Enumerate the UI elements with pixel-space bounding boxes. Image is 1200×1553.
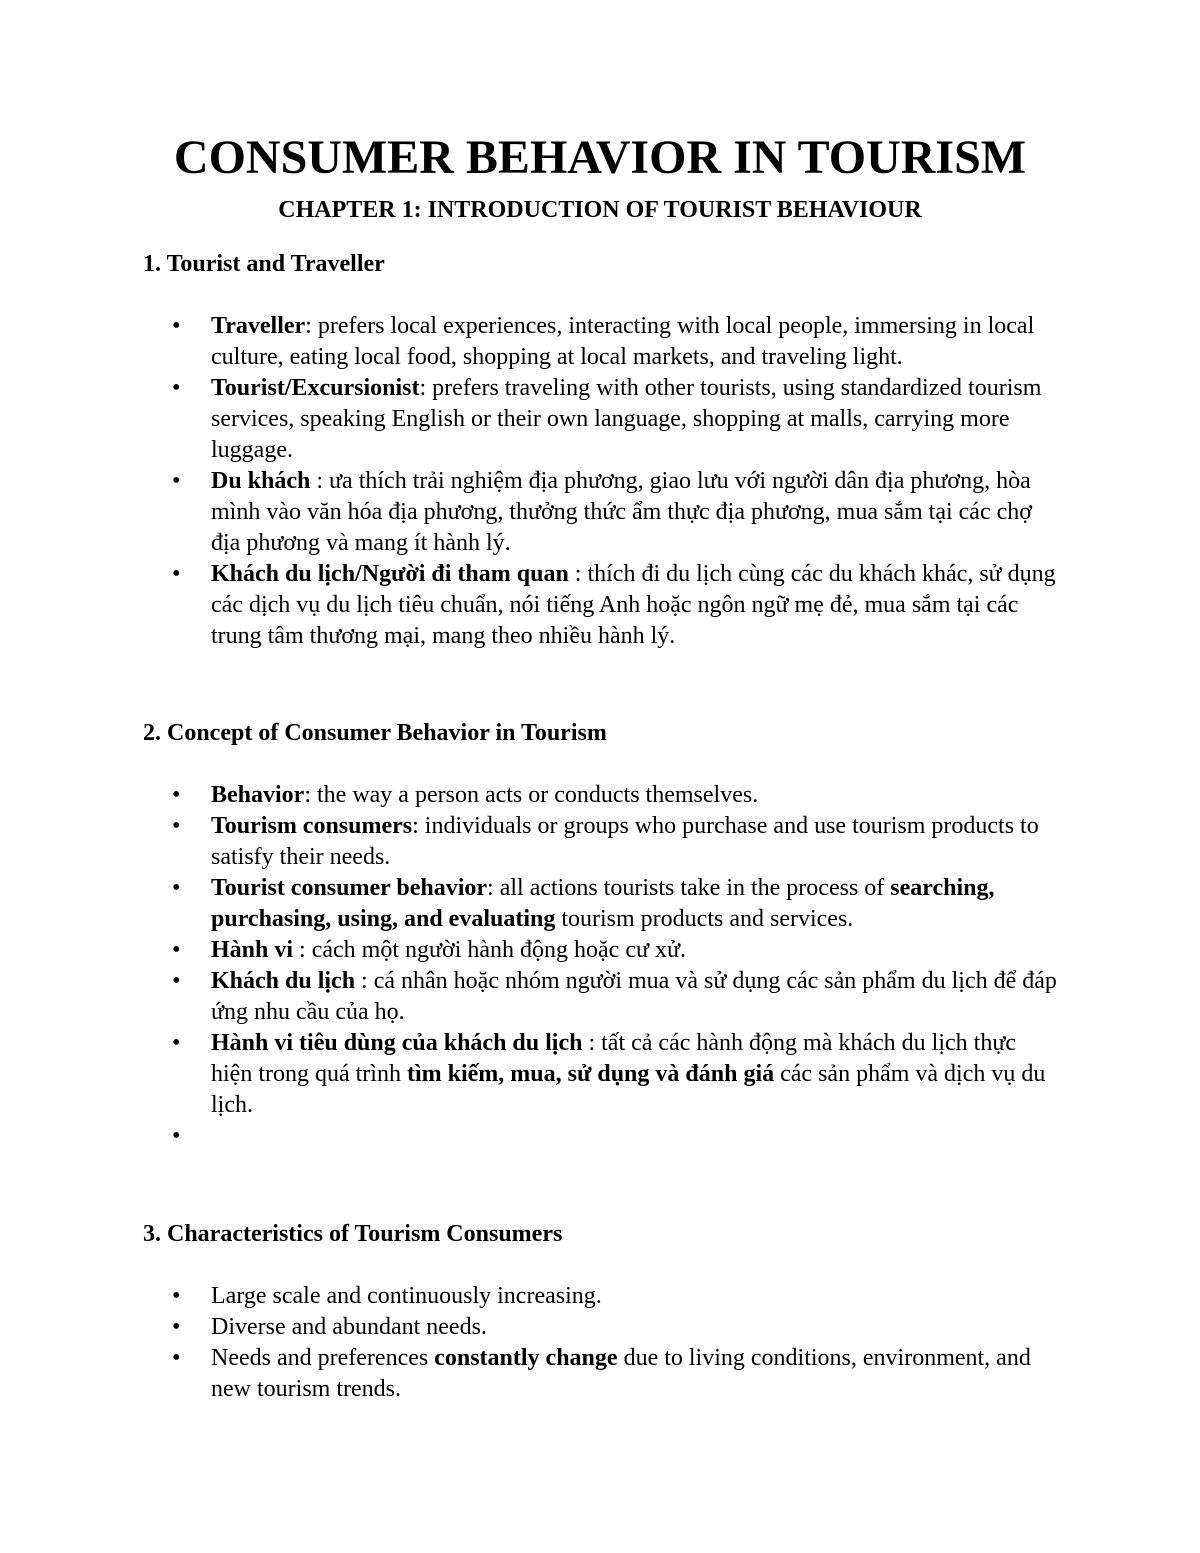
bold-term: Khách du lịch — [211, 968, 356, 994]
bold-term: Tourist consumer behavior — [211, 875, 488, 901]
bullet-icon: • — [172, 313, 181, 339]
list-item — [143, 559, 1063, 652]
body-text: các sản phẩm và dịch vụ du lịch. — [211, 1061, 1046, 1118]
bullet-list — [143, 1281, 1063, 1405]
bullet-list — [143, 780, 1063, 1149]
list-item — [143, 811, 1063, 873]
bold-term: constantly change — [434, 1345, 618, 1371]
section-heading: 2. Concept of Consumer Behavior in Tourism — [143, 720, 607, 746]
section-tourist-and-traveller — [143, 249, 1063, 652]
list-item — [143, 1343, 1063, 1405]
body-text: : the way a person acts or conducts themselves. — [304, 782, 759, 808]
body-text: : prefers traveling with other tourists, using standardized tourism services, speaking English or their own language, shopping at malls, carrying more luggage. — [211, 375, 1042, 463]
body-text: : ưa thích trải nghiệm địa phương, giao lưu với người dân địa phương, hòa mình vào văn hóa địa phương, thưởng thức ẩm thực địa phương, mua sắm tại các chợ địa phương và mang ít hành lý. — [211, 468, 1032, 556]
bullet-icon: • — [172, 1314, 181, 1340]
list-item — [143, 1312, 1063, 1343]
list-item — [143, 966, 1063, 1028]
body-text: : cá nhân hoặc nhóm người mua và sử dụng các sản phẩm du lịch để đáp ứng nhu cầu của họ. — [211, 968, 1057, 1025]
bullet-icon: • — [172, 375, 181, 401]
chapter-title: CHAPTER 1: INTRODUCTION OF TOURIST BEHAVIOUR — [278, 197, 922, 223]
bullet-icon: • — [172, 968, 181, 994]
bullet-icon: • — [172, 1283, 181, 1309]
bold-term: Hành vi tiêu dùng của khách du lịch — [211, 1030, 583, 1056]
list-item — [143, 466, 1063, 559]
bullet-icon: • — [172, 1123, 181, 1149]
list-item — [143, 1281, 1063, 1312]
list-item — [143, 311, 1063, 373]
bullet-icon: • — [172, 782, 181, 808]
body-text: : individuals or groups who purchase and use tourism products to satisfy their needs. — [211, 813, 1039, 870]
body-text: : prefers local experiences, interacting with local people, immersing in local culture, eating local food, shopping at local markets, and traveling light. — [211, 313, 1035, 370]
body-text: : tất cả các hành động mà khách du lịch thực hiện trong quá trình — [211, 1030, 1016, 1087]
bold-term: Tourism consumers — [211, 813, 413, 839]
bullet-list — [143, 311, 1063, 652]
list-item — [143, 780, 1063, 811]
bullet-icon: • — [172, 875, 181, 901]
bullet-icon: • — [172, 937, 181, 963]
bullet-icon: • — [172, 1030, 181, 1056]
bullet-icon: • — [172, 1345, 181, 1371]
bold-term: Hành vi — [211, 937, 294, 963]
body-text: Needs and preferences — [211, 1345, 435, 1371]
body-text: : thích đi du lịch cùng các du khách khác, sử dụng các dịch vụ du lịch tiêu chuẩn, nói tiếng Anh hoặc ngôn ngữ mẹ đẻ, mua sắm tại các trung tâm thương mại, mang theo nhiều hành lý. — [211, 561, 1056, 649]
section-consumer-behavior-concept — [143, 718, 1063, 1149]
document-title: CONSUMER BEHAVIOR IN TOURISM — [173, 131, 1027, 184]
body-text: due to living conditions, environment, and new tourism trends. — [211, 1345, 1031, 1402]
bold-term: Traveller — [211, 313, 306, 339]
section-consumer-characteristics — [143, 1219, 1063, 1405]
bold-term: Khách du lịch/Người đi tham quan — [211, 561, 569, 587]
list-item — [143, 935, 1063, 966]
body-text: tourism products and services. — [555, 906, 854, 932]
bold-term: Tourist/Excursionist — [211, 375, 420, 401]
body-text: Large scale and continuously increasing. — [211, 1283, 602, 1309]
bullet-icon: • — [172, 561, 181, 587]
bullet-icon: • — [172, 468, 181, 494]
section-heading: 1. Tourist and Traveller — [143, 251, 385, 277]
body-text: : all actions tourists take in the process of — [487, 875, 891, 901]
bold-term: tìm kiếm, mua, sử dụng và đánh giá — [406, 1061, 775, 1087]
body-text: : cách một người hành động hoặc cư xử. — [293, 937, 686, 963]
body-text: Diverse and abundant needs. — [211, 1314, 487, 1340]
list-item — [143, 1028, 1063, 1121]
list-item — [143, 373, 1063, 466]
list-item — [143, 873, 1063, 935]
section-heading: 3. Characteristics of Tourism Consumers — [143, 1221, 563, 1247]
bold-term: Behavior — [211, 782, 305, 808]
bullet-icon: • — [172, 813, 181, 839]
bold-term: searching, purchasing, using, and evaluating — [211, 875, 995, 932]
bold-term: Du khách — [211, 468, 311, 494]
